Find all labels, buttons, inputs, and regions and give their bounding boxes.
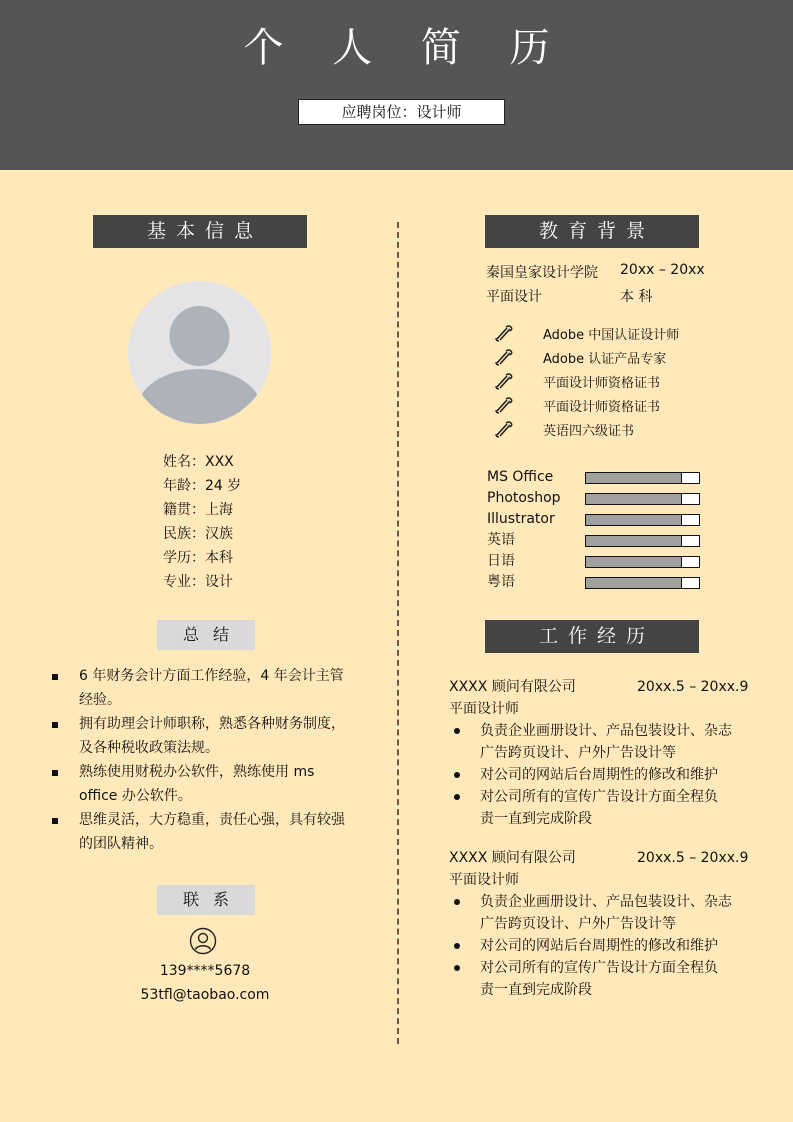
user-icon	[189, 927, 217, 955]
square-bullet-icon	[52, 770, 58, 776]
certificate-item: Adobe 中国认证设计师	[495, 321, 679, 345]
work-heading: 工作经历	[485, 620, 699, 653]
square-bullet-icon	[52, 818, 58, 824]
skill-label: Photoshop	[487, 490, 561, 506]
summary-item: 6 年财务会计方面工作经验，4 年会计主管 经验。	[50, 664, 350, 712]
info-ethnicity: 民族：汉族	[163, 526, 233, 542]
contact-phone: 139****5678	[159, 963, 251, 979]
skill-row	[487, 531, 702, 552]
major: 平面设计	[486, 289, 542, 305]
skill-row	[487, 573, 702, 594]
job-duty: 对公司的网站后台周期性的修改和维护	[449, 764, 740, 786]
skill-label: MS Office	[487, 469, 554, 485]
job-entry	[449, 847, 749, 1001]
degree: 本 科	[620, 289, 653, 305]
skill-label: 日语	[487, 553, 515, 569]
person-placeholder-icon	[128, 281, 271, 424]
job-duty: 对公司所有的宣传广告设计方面全程负 责一直到完成阶段	[449, 786, 740, 830]
info-hometown: 籍贯：上海	[163, 502, 233, 518]
skill-bar	[585, 493, 700, 505]
skill-bar	[585, 514, 700, 526]
summary-item: 拥有助理会计师职称，熟悉各种财务制度， 及各种税收政策法规。	[50, 712, 350, 760]
info-education: 学历：本科	[163, 550, 233, 566]
certificate-list	[495, 321, 679, 441]
job-company: XXXX 顾问有限公司	[449, 679, 576, 695]
square-bullet-icon	[52, 674, 58, 680]
bullet-dot-icon	[454, 899, 460, 905]
info-major: 专业：设计	[163, 574, 233, 590]
job-role: 平面设计师	[449, 872, 519, 888]
basic-info-list	[163, 450, 241, 594]
job-duty: 负责企业画册设计、产品包装设计、杂志 广告跨页设计、户外广告设计等	[449, 891, 740, 935]
job-duty: 对公司所有的宣传广告设计方面全程负 责一直到完成阶段	[449, 957, 740, 1001]
skill-row	[487, 552, 702, 573]
job-date: 20xx.5 – 20xx.9	[637, 850, 749, 866]
job-duty: 对公司的网站后台周期性的修改和维护	[449, 935, 740, 957]
certificate-item: Adobe 认证产品专家	[495, 345, 679, 369]
info-name: 姓名：XXX	[163, 454, 234, 470]
certificate-scroll-icon	[495, 372, 515, 390]
job-role: 平面设计师	[449, 701, 519, 717]
skill-label: 英语	[487, 532, 515, 548]
skill-bar-fill	[586, 578, 682, 588]
info-age: 年龄：24 岁	[163, 478, 242, 494]
certificate-item: 平面设计师资格证书	[495, 369, 679, 393]
education-heading: 教育背景	[485, 215, 699, 248]
job-company: XXXX 顾问有限公司	[449, 850, 576, 866]
summary-list	[50, 664, 350, 856]
skill-bar-fill	[586, 494, 682, 504]
skill-bar	[585, 472, 700, 484]
skill-row	[487, 510, 702, 531]
square-bullet-icon	[52, 722, 58, 728]
skill-bar-fill	[586, 473, 682, 483]
certificate-scroll-icon	[495, 396, 515, 414]
bullet-dot-icon	[454, 965, 460, 971]
skill-bar	[585, 577, 700, 589]
bullet-dot-icon	[454, 772, 460, 778]
job-duty: 负责企业画册设计、产品包装设计、杂志 广告跨页设计、户外广告设计等	[449, 720, 740, 764]
summary-item: 熟练使用财税办公软件，熟练使用 ms office 办公软件。	[50, 760, 350, 808]
job-entry	[449, 676, 749, 830]
skill-row	[487, 468, 702, 489]
skill-label: Illustrator	[487, 511, 555, 527]
summary-heading: 总结	[157, 620, 255, 650]
column-divider	[397, 222, 399, 1044]
skill-bar	[585, 556, 700, 568]
skill-bar-fill	[586, 536, 682, 546]
contact-heading: 联系	[157, 885, 255, 915]
bullet-dot-icon	[454, 794, 460, 800]
skill-bar-fill	[586, 557, 682, 567]
job-date: 20xx.5 – 20xx.9	[637, 679, 749, 695]
school-period: 20xx – 20xx	[620, 262, 705, 278]
school-name: 秦国皇家设计学院	[486, 265, 598, 281]
position-applied: 应聘岗位：设计师	[298, 99, 505, 125]
certificate-item: 平面设计师资格证书	[495, 393, 679, 417]
certificate-scroll-icon	[495, 348, 515, 366]
contact-email: 53tfl@taobao.com	[140, 987, 270, 1003]
bullet-dot-icon	[454, 728, 460, 734]
skill-row	[487, 489, 702, 510]
page-title: 个 人 简 历	[243, 25, 568, 71]
avatar	[128, 281, 271, 424]
certificate-item: 英语四六级证书	[495, 417, 679, 441]
header-banner	[0, 0, 793, 170]
skill-bar-fill	[586, 515, 682, 525]
bullet-dot-icon	[454, 943, 460, 949]
skill-label: 粤语	[487, 574, 515, 590]
certificate-scroll-icon	[495, 420, 515, 438]
summary-item: 思维灵活，大方稳重，责任心强，具有较强 的团队精神。	[50, 808, 350, 856]
skill-bar	[585, 535, 700, 547]
basic-info-heading: 基本信息	[93, 215, 307, 248]
certificate-scroll-icon	[495, 324, 515, 342]
